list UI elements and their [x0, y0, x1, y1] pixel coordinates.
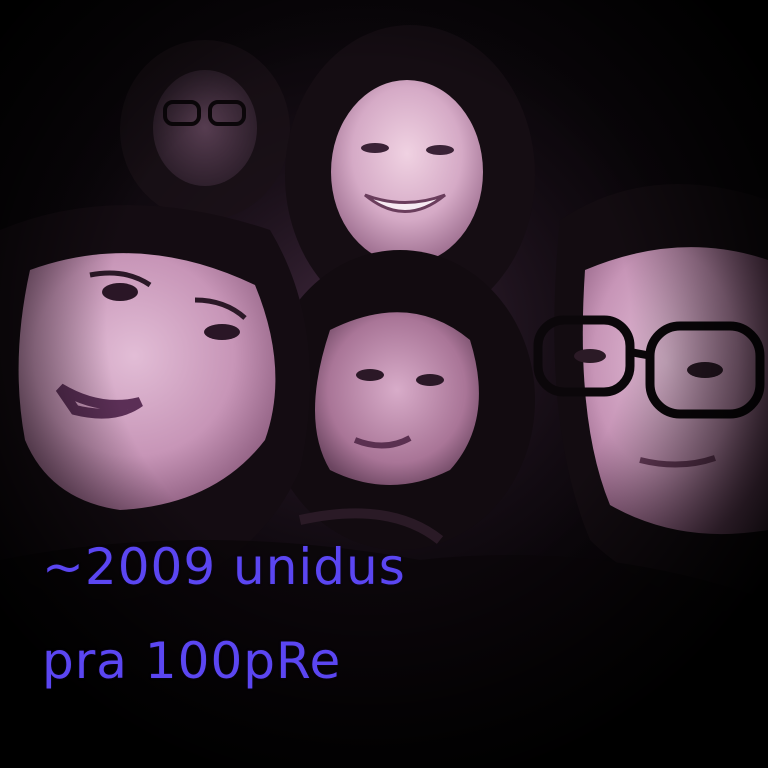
caption-line-2: pra 100pRe — [42, 632, 342, 690]
caption-line-1: ~2009 unidus — [42, 538, 406, 596]
